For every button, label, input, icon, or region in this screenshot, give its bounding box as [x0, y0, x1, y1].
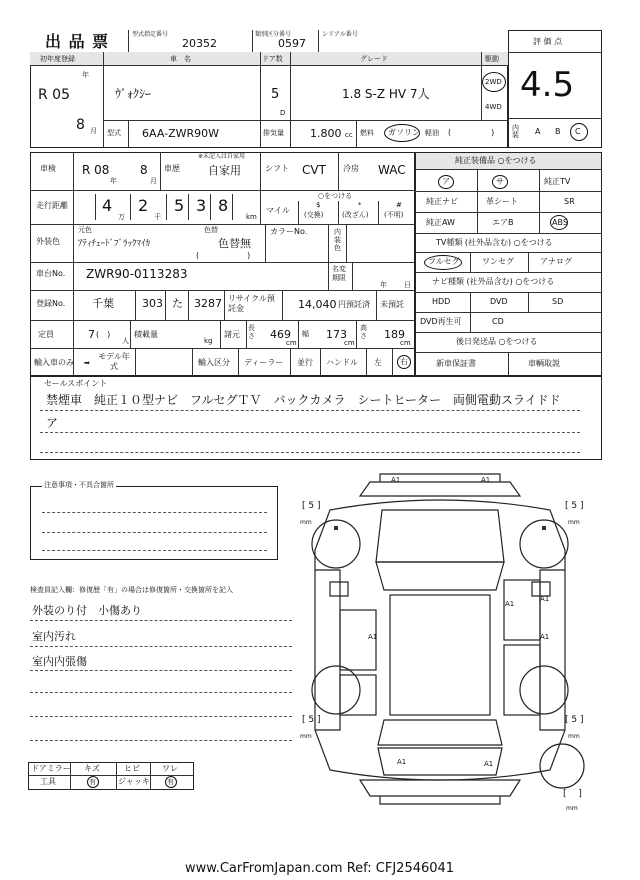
rating-value: 4.5	[520, 65, 575, 105]
height-unit: cm	[400, 339, 411, 347]
tread-front-right: [ 5 ]	[565, 501, 584, 511]
mileage-opt2: (改ざん)	[342, 211, 369, 219]
color-no-label: カラーNo.	[270, 227, 308, 236]
damage-mark-4: A1	[540, 595, 550, 603]
mileage-digit-5: 8	[218, 196, 229, 215]
acc-jack: ジャッキ	[118, 777, 150, 786]
equip-genuine-tv: 純正TV	[544, 177, 571, 186]
sales-points-label: セールスポイント	[44, 379, 108, 388]
later-title: 後日発送品 ○をつける	[456, 337, 538, 346]
inspection-label: 車検	[40, 164, 56, 173]
model-cert-value: 20352	[182, 37, 217, 50]
height-label: 高さ	[360, 324, 367, 340]
damage-mark-6: A1	[540, 633, 550, 641]
registration-region: 千葉	[92, 297, 114, 310]
name-change-year: 年	[380, 281, 387, 289]
acc-tools-value: 有	[89, 778, 96, 786]
later-warranty: 新車保証書	[436, 359, 476, 368]
first-reg-era: R 05	[38, 87, 70, 103]
tv-title: TV種類 (社外品含む) ○をつける	[436, 238, 553, 247]
tread-unit-fr: mm	[568, 519, 580, 526]
detail-box	[30, 152, 415, 376]
acc-header-scratch: キズ	[84, 764, 100, 773]
chassis-value: ZWR90-0113283	[86, 267, 188, 281]
windshield	[376, 562, 504, 590]
length-unit: cm	[286, 339, 297, 347]
interior-label: 内装	[512, 124, 519, 139]
mileage-opt3-sym: #	[396, 201, 402, 209]
navi-dvd: DVD	[490, 297, 508, 306]
tire-rear-right	[520, 666, 568, 714]
color-orig-value: ｱﾃｨﾁｭｰﾄﾞﾌﾞﾗｯｸﾏｲｶ	[78, 239, 151, 249]
serial-label: シリアル番号	[322, 31, 358, 38]
note-line-3: 室内内張傷	[32, 655, 87, 668]
damage-mark-3: A1	[505, 600, 515, 608]
import-dealer: ディーラー	[244, 358, 284, 367]
registration-class: 303	[142, 297, 163, 310]
mileage-unit-sen: 千	[154, 213, 161, 221]
damage-mark-8: A1	[484, 760, 494, 768]
tv-oneseg: ワンセグ	[482, 257, 514, 266]
right-front-door	[504, 580, 540, 640]
color-label: 外装色	[36, 237, 60, 246]
displacement-unit: cc	[345, 131, 353, 139]
notes-label: 注意事項・不具合箇所	[44, 481, 114, 489]
equip-airbag: エアB	[492, 218, 514, 227]
dims-label: 諸元	[224, 330, 240, 339]
tread-unit-spare: mm	[566, 805, 578, 812]
import-type-label: 輸入区分	[198, 358, 230, 367]
shift-label: シフト	[265, 164, 289, 173]
class-value: 0597	[278, 37, 306, 50]
equip-sa: サ	[496, 177, 504, 186]
mileage-label: 走行距離	[36, 201, 68, 210]
equip-genuine-navi: 純正ナビ	[426, 197, 458, 206]
tread-spare-bracket: [ ]	[563, 789, 582, 799]
height-value: 189	[384, 328, 405, 341]
equip-genuine-aw: 純正AW	[426, 218, 455, 227]
light-oil-label: 軽油	[425, 129, 439, 137]
tread-rear-left: [ 5 ]	[302, 715, 321, 725]
later-manual: 車輌取説	[528, 359, 560, 368]
tread-unit-rl: mm	[300, 733, 312, 740]
equip-abs: ABS	[552, 218, 568, 227]
equip-a: ア	[442, 177, 450, 186]
sheet-title: 出 品 票	[45, 32, 110, 51]
damage-mark-2: A1	[481, 476, 491, 484]
import-parallel: 並行	[297, 358, 313, 367]
mileage-digit-1: 4	[102, 196, 113, 215]
width-value: 173	[326, 328, 347, 341]
damage-mark-5: A1	[368, 633, 378, 641]
right-mirror	[532, 582, 550, 596]
length-value: 469	[270, 328, 291, 341]
sales-points-box	[30, 376, 602, 460]
navi-sd: SD	[552, 297, 564, 306]
front-bumper	[360, 482, 520, 496]
damage-mark-1: A1	[391, 476, 401, 484]
doors-label: ドア数	[262, 55, 283, 63]
capacity-value: 7	[88, 328, 95, 341]
color-code-value: 色替無	[218, 237, 251, 250]
acc-header-crack: ヒビ	[124, 764, 140, 773]
color-code-label: 色替	[204, 226, 218, 234]
navi-hdd: HDD	[432, 297, 451, 306]
mileage-digit-4: 3	[196, 196, 207, 215]
tread-rear-right: [ 5 ]	[565, 715, 584, 725]
grade-label: グレード	[360, 55, 388, 63]
model-value: 6AA-ZWR90W	[142, 127, 220, 140]
ac-value: WAC	[378, 163, 406, 177]
mileage-digit-3: 5	[174, 196, 185, 215]
history-label: 車歴	[164, 164, 180, 173]
equip-sr: SR	[564, 197, 575, 206]
equip-title: 純正装備品 ○をつける	[455, 156, 537, 165]
mileage-opt1-sym: $	[316, 201, 321, 209]
handle-left: 左	[374, 358, 382, 367]
mileage-circle-note: ○をつける	[318, 192, 353, 200]
chassis-label: 車台No.	[36, 269, 66, 278]
drive-label: 駆動	[485, 55, 499, 63]
acc-header-mirror: ドアミラー	[31, 764, 71, 773]
load-unit: kg	[204, 337, 213, 345]
color-orig-label: 元色	[78, 226, 92, 234]
first-reg-label: 初年度登録	[40, 55, 75, 63]
hood	[376, 510, 504, 562]
interior-color-label: 内装色	[334, 228, 341, 252]
mileage-opt1: (交換)	[304, 211, 324, 219]
model-cert-label: 型式指定番号	[132, 31, 169, 38]
recycle-unit: 円預託済	[338, 300, 370, 309]
model-label: 型式	[107, 129, 121, 137]
recycle-none: 未預託	[380, 300, 404, 309]
acc-tools: 工具	[40, 777, 56, 786]
tire-rear-left	[312, 666, 360, 714]
navi-title: ナビ種類 (社外品含む) ○をつける	[432, 277, 555, 286]
inspector-label: 検査員記入欄：修復歴「有」の場合は修復箇所・交換箇所を記入	[30, 586, 233, 594]
ac-label: 冷房	[343, 164, 359, 173]
first-reg-month-suffix: 月	[90, 127, 97, 135]
mileage-mile-label: マイル	[266, 206, 290, 215]
inspection-month-suffix: 月	[150, 177, 157, 185]
navi-dvd-play: DVD再生可	[420, 317, 462, 326]
displacement-value: 1.800	[310, 127, 342, 140]
capacity-unit: 人	[122, 337, 129, 345]
rear-bumper	[360, 780, 520, 796]
tread-unit-rr: mm	[568, 733, 580, 740]
class-label: 類別区分番号	[255, 31, 292, 38]
mileage-unit-man: 万	[118, 213, 125, 221]
doors-sub: D	[280, 109, 286, 117]
tv-analog: アナログ	[540, 257, 572, 266]
interior-grade-b: B	[555, 127, 561, 136]
equip-leather-seat: 革シート	[486, 197, 518, 206]
first-reg-year-suffix: 年	[82, 71, 89, 79]
tread-unit-fl: mm	[300, 519, 312, 526]
inspection-month: 8	[140, 163, 148, 177]
notes-box	[30, 486, 278, 560]
drive-2wd: 2WD	[485, 78, 502, 86]
damage-mark-7: A1	[397, 758, 407, 766]
recycle-value: 14,040	[298, 298, 337, 311]
spare-tire	[540, 744, 584, 788]
mileage-digit-2: 2	[138, 196, 149, 215]
width-label: 幅	[302, 330, 309, 338]
capacity-label: 定員	[38, 330, 54, 339]
acc-jack-value: 有	[167, 778, 174, 786]
acc-header-break: ワレ	[162, 764, 178, 773]
car-name-label: 車 名	[170, 55, 191, 63]
import-label: 輸入車のみ	[34, 358, 74, 367]
interior-grade-a: A	[535, 127, 541, 136]
import-arrow: ➡	[84, 359, 90, 367]
rating-label: 評 価 点	[533, 37, 563, 46]
note-line-1: 外装のり付 小傷あり	[32, 604, 142, 617]
history-value: 自家用	[208, 164, 241, 177]
length-label: 長さ	[248, 324, 255, 340]
interior-grade-c: C	[575, 127, 581, 136]
color-paren: ( )	[196, 251, 251, 260]
shift-value: CVT	[302, 163, 326, 177]
car-damage-diagram	[290, 470, 600, 810]
light-oil-paren: ( )	[448, 128, 495, 137]
fuel-value: ガソリン	[388, 128, 420, 137]
model-year-label: モデル年式	[98, 352, 130, 371]
car-name: ｳﾞｫｸｼｰ	[115, 87, 152, 101]
width-unit: cm	[344, 339, 355, 347]
grade-value: 1.8 S-Z HV 7人	[342, 87, 430, 101]
first-reg-month: 8	[76, 117, 85, 133]
note-line-2: 室内汚れ	[32, 630, 76, 643]
handle-right: 右	[400, 357, 408, 366]
handle-label: ハンドル	[326, 358, 358, 367]
capacity-paren: ( )	[96, 330, 111, 339]
left-mirror	[330, 582, 348, 596]
inspection-era: R 08	[82, 163, 110, 177]
tv-fullseg: フルセグ	[428, 257, 460, 266]
history-note: ※未記入は自家用	[198, 153, 246, 160]
roof	[390, 595, 490, 715]
sales-points-line1: 禁煙車 純正１０型ナビ フルセグＴＶ バックカメラ シートヒーター 両側電動スライドド	[46, 393, 561, 407]
rear-glass	[378, 720, 502, 745]
footer-ref: www.CarFromJapan.com Ref: CFJ2546041	[185, 861, 455, 876]
navi-cd: CD	[492, 317, 504, 326]
name-change-day: 日	[404, 281, 411, 289]
registration-number: 3287	[194, 297, 222, 310]
doors-value: 5	[271, 87, 280, 102]
displacement-label: 排気量	[263, 129, 284, 137]
inspection-year-suffix: 年	[110, 177, 117, 185]
fuel-label: 燃料	[360, 129, 374, 137]
registration-kana: た	[172, 297, 183, 310]
mileage-unit-km: km	[246, 213, 257, 221]
tread-front-left: [ 5 ]	[302, 501, 321, 511]
recycle-label: リサイクル預託金	[228, 294, 275, 313]
registration-label: 登録No.	[36, 299, 66, 308]
drive-4wd: 4WD	[485, 103, 502, 111]
mileage-opt3: (不明)	[384, 211, 404, 219]
sales-points-line2: ア	[46, 416, 59, 430]
load-label: 積載量	[134, 330, 158, 339]
name-change-label: 名変期限	[332, 265, 346, 282]
mileage-opt2-sym: *	[358, 201, 362, 209]
